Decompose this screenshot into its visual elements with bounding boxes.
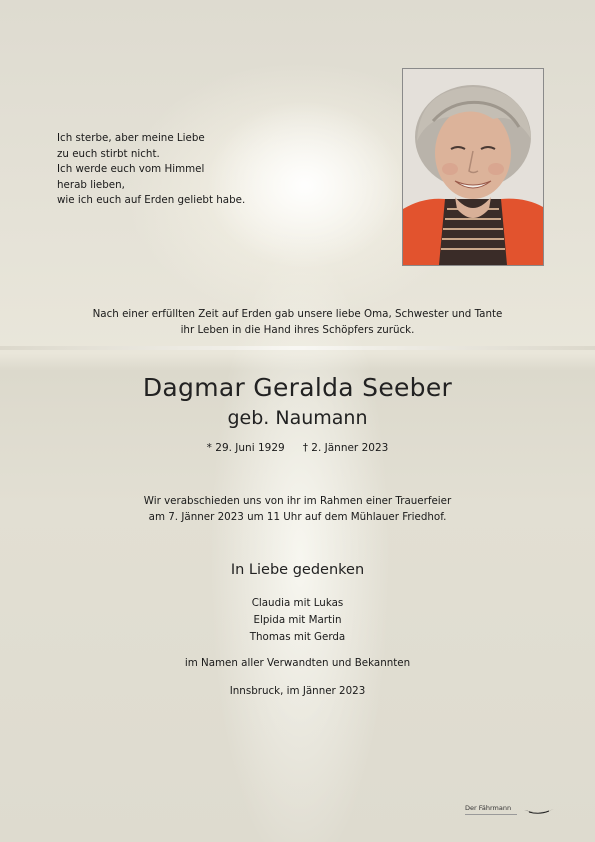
ceremony-line: Wir verabschieden uns von ihr im Rahmen einer Trauerfeier: [143, 495, 452, 507]
sea-horizon: [0, 346, 595, 350]
mourner-item: Claudia mit Lukas: [251, 597, 344, 609]
ceremony-line: am 7. Jänner 2023 um 11 Uhr auf dem Mühlauer Friedhof.: [148, 510, 447, 523]
announcement-text: [40, 307, 555, 338]
portrait-photo: [402, 68, 544, 266]
portrait-illustration: [403, 69, 543, 265]
poem: [57, 131, 245, 209]
place-date: Innsbruck, im Jänner 2023: [229, 685, 366, 697]
mourners-list: [0, 595, 595, 646]
life-dates: [0, 442, 595, 454]
poem-line: zu euch stirbt nicht.: [57, 147, 160, 160]
logo-underline: [465, 814, 517, 815]
mourner-item: Thomas mit Gerda: [249, 631, 346, 643]
announcement-line: Nach einer erfüllten Zeit auf Erden gab unsere liebe Oma, Schwester und Tante: [92, 308, 503, 320]
poem-line: wie ich euch auf Erden geliebt habe.: [57, 194, 246, 206]
poem-line: Ich werde euch vom Himmel: [57, 163, 205, 175]
birth-date: * 29. Juni 1929: [206, 442, 285, 454]
poem-line: Ich sterbe, aber meine Liebe: [57, 132, 205, 144]
remembrance-heading: In Liebe gedenken: [230, 562, 365, 578]
mourner-item: Elpida mit Martin: [253, 614, 342, 626]
publisher-logo: [465, 804, 560, 824]
ceremony-text: [40, 494, 555, 525]
death-date: † 2. Jänner 2023: [302, 442, 389, 454]
maiden-name: geb. Naumann: [227, 407, 368, 429]
boat-icon: [523, 806, 555, 816]
announcement-line: ihr Leben in die Hand ihres Schöpfers zurück.: [180, 323, 415, 336]
deceased-name: Dagmar Geralda Seeber: [142, 373, 453, 402]
poem-line: herab lieben,: [57, 178, 125, 191]
family-line: im Namen aller Verwandten und Bekannten: [184, 657, 411, 669]
logo-text: Der Fährmann: [465, 804, 512, 812]
